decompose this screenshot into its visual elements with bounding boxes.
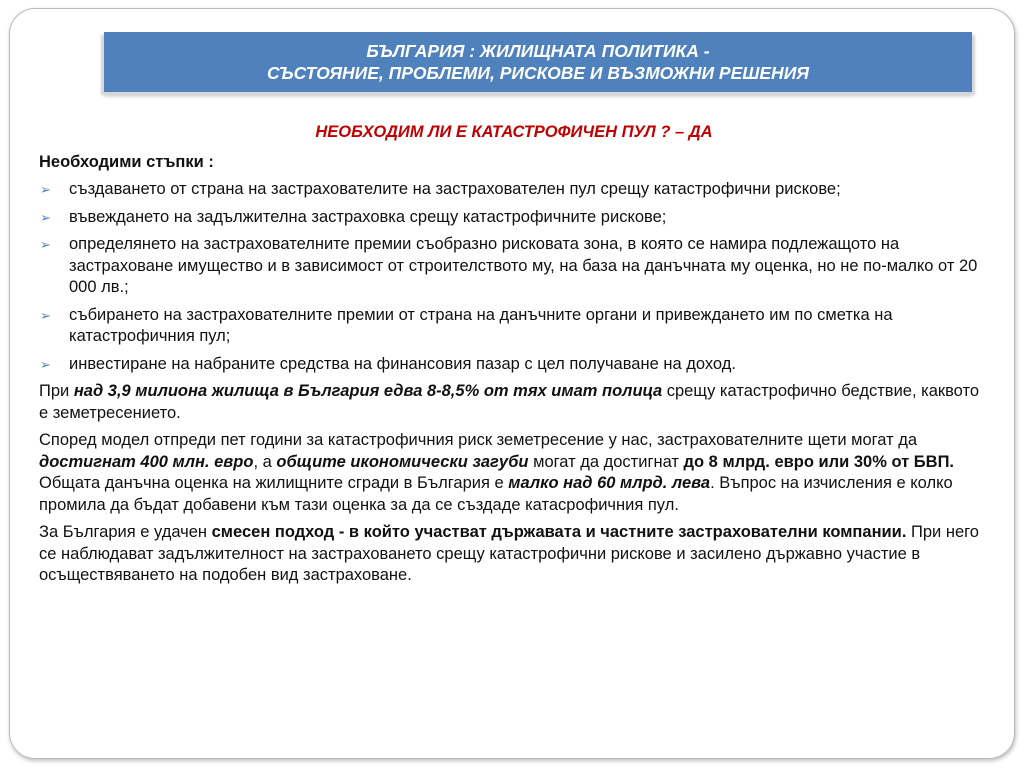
slide-subtitle: НЕОБХОДИМ ЛИ Е КАТАСТРОФИЧЕН ПУЛ ? – ДА bbox=[315, 123, 713, 141]
list-item-text: създаването от страна на застрахователите на застрахователен пул срещу катастрофични рискове; bbox=[69, 180, 841, 198]
bold-run: смесен подход - в който участват държавата и частните застрахователни компании. bbox=[211, 523, 907, 541]
emphasis-run: малко над 60 млрд. лева bbox=[508, 474, 711, 492]
text-run: Според модел отпреди пет години за катастрофичния риск земетресение у нас, застрахователните щети могат да bbox=[39, 431, 918, 449]
list-item bbox=[39, 207, 989, 229]
list-item bbox=[39, 234, 989, 299]
arrow-bullet-icon: ➢ bbox=[40, 356, 51, 372]
emphasis-run: над 3,9 милиона жилища в България едва 8-8,5% от тях имат полица bbox=[73, 382, 663, 400]
title-banner bbox=[104, 32, 972, 92]
text-run: . Въпрос на изчисления е колко промила да бъдат добавени към тази оценка за да се създаде катасрофичния пул. bbox=[39, 474, 953, 514]
text-run: могат да достигнат bbox=[528, 452, 684, 471]
emphasis-run: достигнат 400 млн. евро bbox=[39, 452, 254, 471]
steps-heading: Необходими стъпки : bbox=[39, 152, 214, 171]
list-item-text: въвеждането на задължителна застраховка срещу катастрофичните рискове; bbox=[69, 207, 667, 226]
paragraph-housing-stats bbox=[39, 381, 989, 424]
paragraph-risk-model bbox=[39, 430, 989, 516]
paragraph-mixed-approach bbox=[39, 522, 989, 587]
arrow-bullet-icon: ➢ bbox=[40, 237, 51, 252]
steps-list bbox=[39, 179, 989, 375]
text-run: При bbox=[39, 382, 74, 400]
title-line-2: СЪСТОЯНИЕ, ПРОБЛЕМИ, РИСКОВЕ И ВЪЗМОЖНИ РЕШЕНИЯ bbox=[266, 63, 810, 83]
title-line-1: БЪЛГАРИЯ : ЖИЛИЩНАТА ПОЛИТИКА - bbox=[366, 41, 710, 61]
list-item bbox=[39, 354, 989, 376]
text-run: Общата данъчна оценка на жилищните сгради в България е bbox=[39, 474, 509, 492]
arrow-bullet-icon: ➢ bbox=[40, 182, 51, 197]
emphasis-run: общите икономически загуби bbox=[276, 452, 529, 471]
arrow-bullet-icon: ➢ bbox=[40, 307, 51, 323]
list-item bbox=[39, 305, 989, 348]
list-item-text: определянето на застрахователните премии съобразно рисковата зона, в която се намира подлежащото на застраховане имущество и в зависимост от строителството му, на база на данъчната му оценка, но не по-малко от 20 000 лв.; bbox=[69, 235, 978, 296]
text-run: При него се наблюдават задължителност на застраховането срещу катастрофични рискове и засилено държавно участие в осъществяването на подобен вид застраховане. bbox=[39, 523, 979, 584]
text-run: срещу катастрофично бедствие, каквото е земетресението. bbox=[39, 382, 980, 422]
slide-content bbox=[39, 122, 989, 593]
list-item bbox=[39, 179, 989, 201]
list-item-text: инвестиране на набраните средства на финансовия пазар с цел получаване на доход. bbox=[69, 354, 736, 373]
list-item-text: събирането на застрахователните премии от страна на данъчните органи и привеждането им по сметка на катастрофичния пул; bbox=[69, 305, 893, 345]
text-run: , а bbox=[253, 452, 277, 471]
arrow-bullet-icon: ➢ bbox=[40, 209, 51, 225]
text-run: За България е удачен bbox=[39, 523, 212, 541]
bold-run: до 8 млрд. евро или 30% от БВП. bbox=[683, 452, 955, 471]
